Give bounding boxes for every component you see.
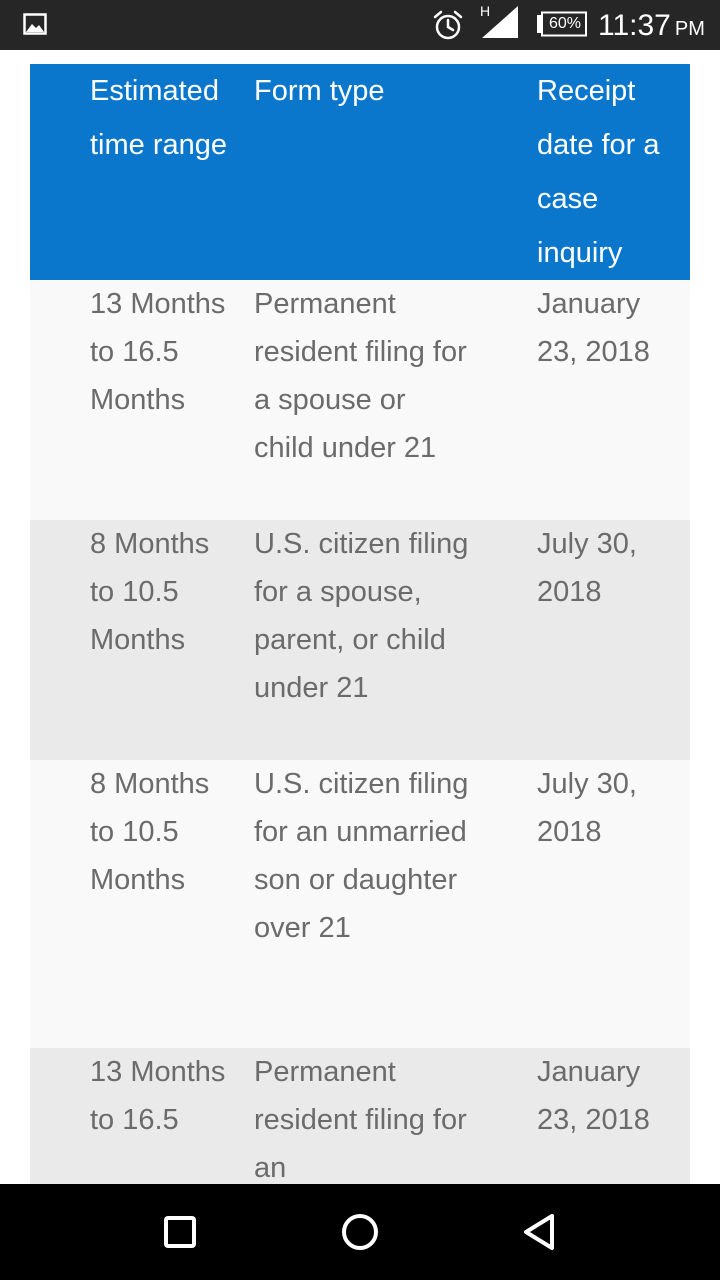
alarm-icon: [432, 9, 464, 41]
header-estimated-time-range: Estimated time range: [90, 75, 228, 161]
cell-time-range: 8 Months to 10.5 Months: [90, 768, 210, 896]
recent-apps-icon: [163, 1215, 197, 1249]
home-button[interactable]: [330, 1202, 390, 1262]
header-receipt-date: Receipt date for a case inquiry: [537, 75, 660, 269]
navigation-bar: [0, 1184, 720, 1280]
back-icon: [520, 1212, 560, 1252]
clock-ampm: PM: [674, 18, 705, 40]
cell-form-type: U.S. citizen filing for a spouse, parent, or child under 21: [254, 528, 469, 704]
back-button[interactable]: [510, 1202, 570, 1262]
clock: [598, 8, 705, 47]
cell-form-type: Permanent resident filing for a spouse or child under 21: [254, 288, 467, 464]
home-icon: [340, 1212, 380, 1252]
cell-receipt-date: July 30, 2018: [537, 768, 637, 848]
network-type-label: H: [480, 4, 491, 19]
cell-receipt-date: July 30, 2018: [537, 528, 637, 608]
header-form-type: Form type: [254, 75, 385, 107]
processing-times-table: [30, 64, 690, 1184]
cell-receipt-date: January 23, 2018: [537, 1056, 650, 1136]
clock-time: 11:37: [598, 9, 671, 42]
table-header-row: [30, 64, 690, 280]
cell-form-type: Permanent resident filing for an: [254, 1056, 467, 1184]
table-row: [30, 1048, 690, 1184]
page-content[interactable]: [0, 50, 720, 1184]
table-row: [30, 760, 690, 1048]
cell-time-range: 13 Months to 16.5: [90, 1056, 226, 1136]
cell-time-range: 8 Months to 10.5 Months: [90, 528, 210, 656]
cell-form-type: U.S. citizen filing for an unmarried son or daughter over 21: [254, 768, 469, 944]
signal-icon: [480, 4, 520, 40]
table-row: [30, 280, 690, 520]
status-bar: [0, 0, 720, 50]
recent-apps-button[interactable]: [150, 1202, 210, 1262]
cell-receipt-date: January 23, 2018: [537, 288, 650, 368]
table-row: [30, 520, 690, 760]
battery-level: 60%: [548, 15, 582, 32]
gallery-icon: [23, 12, 47, 36]
cell-time-range: 13 Months to 16.5 Months: [90, 288, 226, 416]
